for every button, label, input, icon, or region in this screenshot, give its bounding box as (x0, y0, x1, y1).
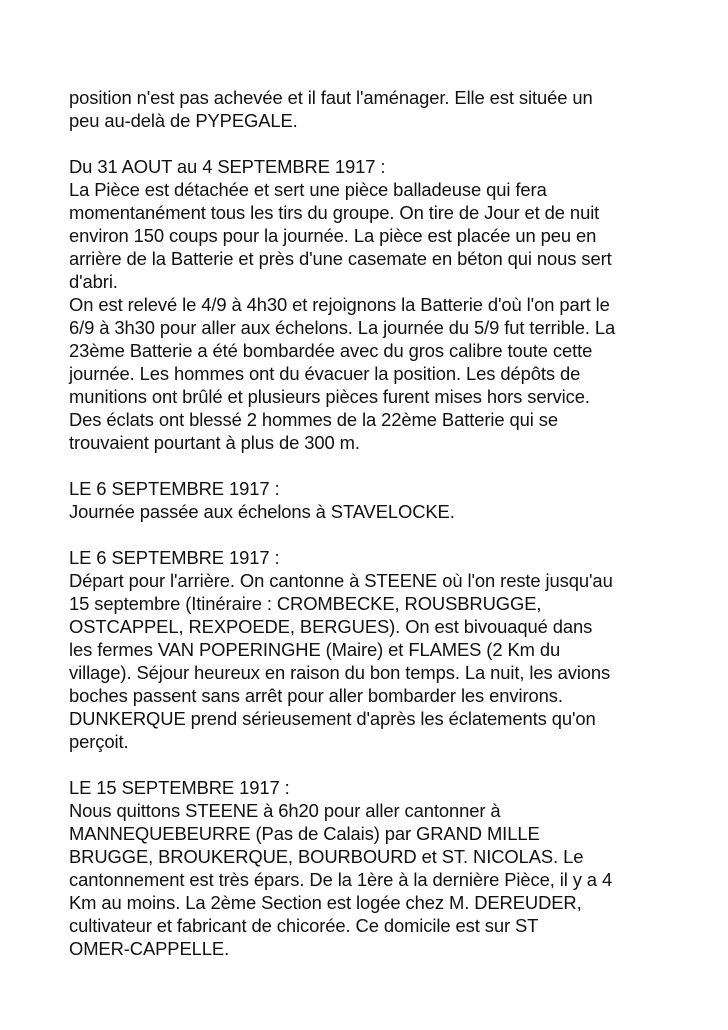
text-line: DUNKERQUE prend sérieusement d'après les éclatements qu'on (69, 708, 596, 729)
paragraph-gap (69, 523, 668, 546)
text-line: position n'est pas achevée et il faut l'aménager. Elle est située un (69, 87, 593, 108)
text-line: LE 15 SEPTEMBRE 1917 : (69, 777, 290, 798)
text-line: cantonnement est très épars. De la 1ère à la dernière Pièce, il y a 4 (69, 869, 613, 890)
text-line: BRUGGE, BROUKERQUE, BOURBOURD et ST. NICOLAS. Le (69, 846, 584, 867)
paragraph-gap (69, 132, 668, 155)
text-line: perçoit. (69, 731, 129, 752)
text-line: OSTCAPPEL, REXPOEDE, BERGUES). On est bivouaqué dans (69, 616, 593, 637)
paragraph-gap (69, 753, 668, 776)
text-line: d'abri. (69, 271, 118, 292)
text-line: 23ème Batterie a été bombardée avec du gros calibre toute cette (69, 340, 593, 361)
text-line: Journée passée aux échelons à STAVELOCKE. (69, 501, 455, 522)
text-line: La Pièce est détachée et sert une pièce balladeuse qui fera (69, 179, 547, 200)
text-line: trouvaient pourtant à plus de 300 m. (69, 432, 360, 453)
text-line: OMER-CAPPELLE. (69, 938, 230, 959)
text-line: environ 150 coups pour la journée. La pièce est placée un peu en (69, 225, 597, 246)
text-line: Départ pour l'arrière. On cantonne à STEENE où l'on reste jusqu'au (69, 570, 613, 591)
text-line: MANNEQUEBEURRE (Pas de Calais) par GRAND MILLE (69, 823, 540, 844)
text-line: momentanément tous les tirs du groupe. On tire de Jour et de nuit (69, 202, 600, 223)
text-block (69, 86, 668, 132)
text-line: arrière de la Batterie et près d'une casemate en béton qui nous sert (69, 248, 612, 269)
text-line: Du 31 AOUT au 4 SEPTEMBRE 1917 : (69, 156, 386, 177)
text-block (69, 477, 668, 523)
text-line: Km au moins. La 2ème Section est logée chez M. DEREUDER, (69, 892, 582, 913)
text-block (69, 546, 668, 753)
text-line: LE 6 SEPTEMBRE 1917 : (69, 547, 280, 568)
text-line: 6/9 à 3h30 pour aller aux échelons. La journée du 5/9 fut terrible. La (69, 317, 616, 338)
text-block (69, 776, 668, 960)
text-block (69, 155, 668, 454)
text-line: journée. Les hommes ont du évacuer la position. Les dépôts de (69, 363, 581, 384)
text-line: Des éclats ont blessé 2 hommes de la 22ème Batterie qui se (69, 409, 558, 430)
text-line: On est relevé le 4/9 à 4h30 et rejoignons la Batterie d'où l'on part le (69, 294, 610, 315)
text-line: village). Séjour heureux en raison du bon temps. La nuit, les avions (69, 662, 611, 683)
paragraph-gap (69, 454, 668, 477)
text-line: cultivateur et fabricant de chicorée. Ce domicile est sur ST (69, 915, 539, 936)
text-line: LE 6 SEPTEMBRE 1917 : (69, 478, 280, 499)
text-line: munitions ont brûlé et plusieurs pièces furent mises hors service. (69, 386, 590, 407)
text-line: Nous quittons STEENE à 6h20 pour aller cantonner à (69, 800, 501, 821)
text-line: les fermes VAN POPERINGHE (Maire) et FLAMES (2 Km du (69, 639, 561, 660)
text-line: peu au-delà de PYPEGALE. (69, 110, 298, 131)
text-line: 15 septembre (Itinéraire : CROMBECKE, ROUSBRUGGE, (69, 593, 542, 614)
text-line: boches passent sans arrêt pour aller bombarder les environs. (69, 685, 563, 706)
